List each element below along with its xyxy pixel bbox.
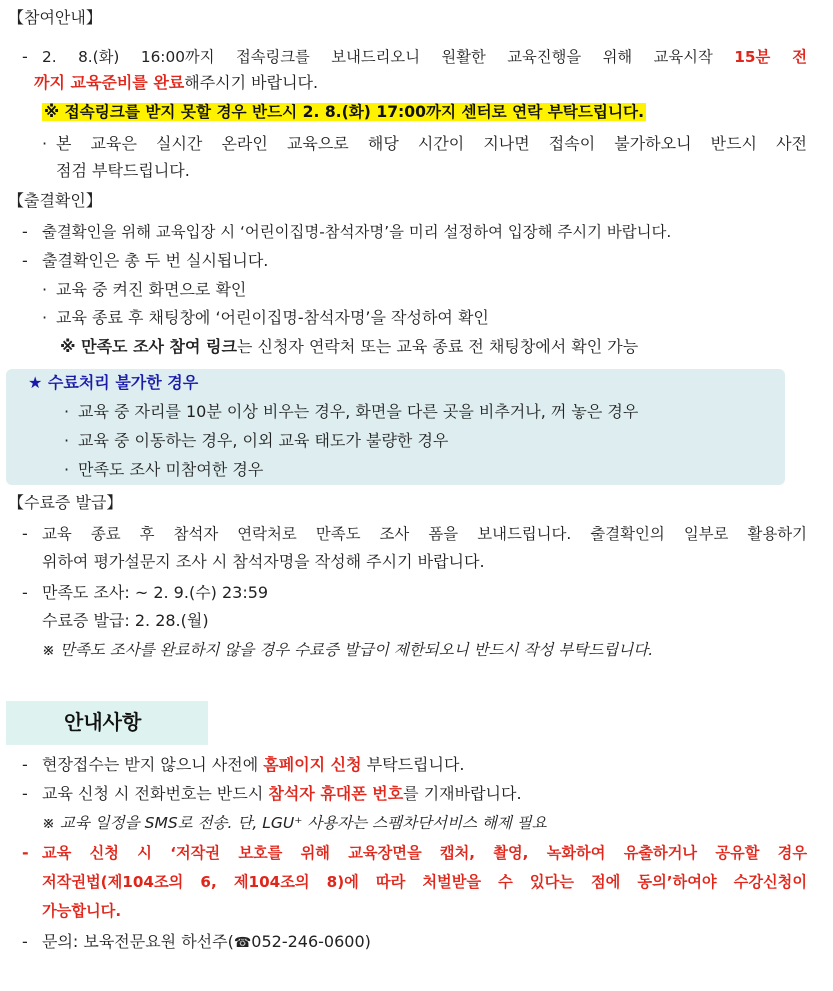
- copyright-line-2: 저작권법(제104조의 6, 제104조의 8)에 따라 처벌받을 수 있다는 점에 동의’하여야 수강신청이: [42, 873, 807, 891]
- notice-item-2-red: 참석자 휴대폰 번호: [268, 784, 404, 803]
- dash-bullet: -: [22, 47, 28, 66]
- sms-note: ※ 교육 일정을 SMS로 전송. 단, LGU⁺ 사용자는 스팸차단서비스 해제 필요: [42, 814, 547, 832]
- dot-bullet: ·: [64, 431, 70, 450]
- survey-deadline: 만족도 조사: ~ 2. 9.(수) 23:59: [42, 583, 269, 602]
- attendance-sub-2: 교육 종료 후 채팅창에 ‘어린이집명-참석자명’을 작성하여 확인: [56, 308, 489, 327]
- dash-bullet: -: [22, 755, 28, 774]
- contact-phone: 052-246-0600): [251, 932, 371, 951]
- section-heading-attendance: 【출결확인】: [8, 191, 102, 210]
- certificate-issue-date: 수료증 발급: 2. 28.(월): [42, 611, 209, 630]
- dash-bullet: -: [22, 222, 28, 241]
- red-emphasis-15min: 15분 전: [734, 48, 807, 66]
- dash-bullet: -: [22, 784, 28, 803]
- survey-link-bold: ※ 만족도 조사 참여 링크: [60, 337, 237, 356]
- copyright-line-3: 가능합니다.: [42, 902, 122, 920]
- dash-bullet: -: [22, 251, 28, 270]
- copyright-line-1: 교육 신청 시 ‘저작권 보호를 위해 교육장면을 캡처, 촬영, 녹화하여 유출하거나 공유할 경우: [42, 844, 807, 862]
- red-emphasis-prepare: 까지 교육준비를 완료: [34, 73, 185, 92]
- survey-link-note: [60, 334, 638, 360]
- realtime-notice-line-2: 점검 부탁드립니다.: [56, 161, 190, 180]
- dot-bullet: ·: [42, 308, 48, 327]
- highlighted-contact-notice: [42, 99, 646, 125]
- participation-line-2: [34, 70, 318, 96]
- notice-item-2-a: 교육 신청 시 전화번호는 반드시: [42, 784, 264, 803]
- section-heading-certificate: 【수료증 발급】: [8, 493, 123, 512]
- completion-denied-title-text: 수료처리 불가한 경우: [47, 373, 199, 392]
- certificate-warning-note: ※ 만족도 조사를 완료하지 않을 경우 수료증 발급이 제한되오니 반드시 작성 부탁드립니다.: [42, 641, 654, 659]
- denied-reason-2: 교육 중 이동하는 경우, 이외 교육 태도가 불량한 경우: [78, 431, 449, 450]
- dot-bullet: ·: [64, 460, 70, 479]
- attendance-sub-1: 교육 중 켜진 화면으로 확인: [56, 280, 247, 299]
- realtime-notice-line-1: 본 교육은 실시간 온라인 교육으로 해당 시간이 지나면 접속이 불가하오니 반드시 사전: [56, 134, 807, 153]
- attendance-item-1: 출결확인을 위해 교육입장 시 ‘어린이집명-참석자명’을 미리 설정하여 입장해 주시기 바랍니다.: [42, 223, 672, 241]
- completion-denied-title: [28, 370, 198, 396]
- notice-item-1-a: 현장접수는 받지 않으니 사전에: [42, 755, 259, 774]
- notice-item-2: [42, 781, 522, 807]
- dot-bullet: ·: [42, 280, 48, 299]
- star-icon: ★: [28, 373, 43, 392]
- dash-bullet: -: [22, 932, 28, 951]
- participation-line-2-text: 해주시기 바랍니다.: [184, 73, 319, 92]
- contact-info: [42, 929, 371, 956]
- contact-label: 문의: 보육전문요원 하선주(: [42, 932, 234, 951]
- dot-bullet: ·: [42, 134, 48, 153]
- notice-item-2-b: 를 기재바랍니다.: [403, 784, 522, 803]
- dash-bullet: -: [22, 583, 28, 602]
- dot-bullet: ·: [64, 402, 70, 421]
- certificate-item-1-line-2: 위하여 평가설문지 조사 시 참석자명을 작성해 주시기 바랍니다.: [42, 552, 485, 571]
- certificate-item-1-line-1: 교육 종료 후 참석자 연락처로 만족도 조사 폼을 보내드립니다. 출결확인의 일부로 활용하기: [42, 525, 807, 543]
- notice-title: 안내사항: [64, 710, 142, 734]
- dash-bullet: -: [22, 843, 29, 862]
- attendance-item-2: 출결확인은 총 두 번 실시됩니다.: [42, 251, 269, 270]
- notice-item-1-b: 부탁드립니다.: [366, 755, 465, 774]
- section-heading-participation: 【참여안내】: [8, 8, 102, 27]
- survey-link-rest: 는 신청자 연락처 또는 교육 종료 전 채팅창에서 확인 가능: [236, 337, 639, 356]
- phone-icon: ☎: [233, 935, 252, 951]
- denied-reason-1: 교육 중 자리를 10분 이상 비우는 경우, 화면을 다른 곳을 비추거나, 꺼 놓은 경우: [78, 402, 639, 421]
- participation-line-1: [42, 44, 807, 70]
- dash-bullet: -: [22, 524, 28, 543]
- yellow-highlight-text: ※ 접속링크를 받지 못할 경우 반드시 2. 8.(화) 17:00까지 센터로 연락 부탁드립니다.: [44, 103, 645, 121]
- denied-reason-3: 만족도 조사 미참여한 경우: [78, 460, 264, 479]
- notice-item-1-red: 홈페이지 신청: [263, 755, 362, 774]
- link-send-text: 2. 8.(화) 16:00까지 접속링크를 보내드리오니 원활한 교육진행을 위해 교육시작: [42, 48, 713, 66]
- notice-item-1: [42, 752, 465, 778]
